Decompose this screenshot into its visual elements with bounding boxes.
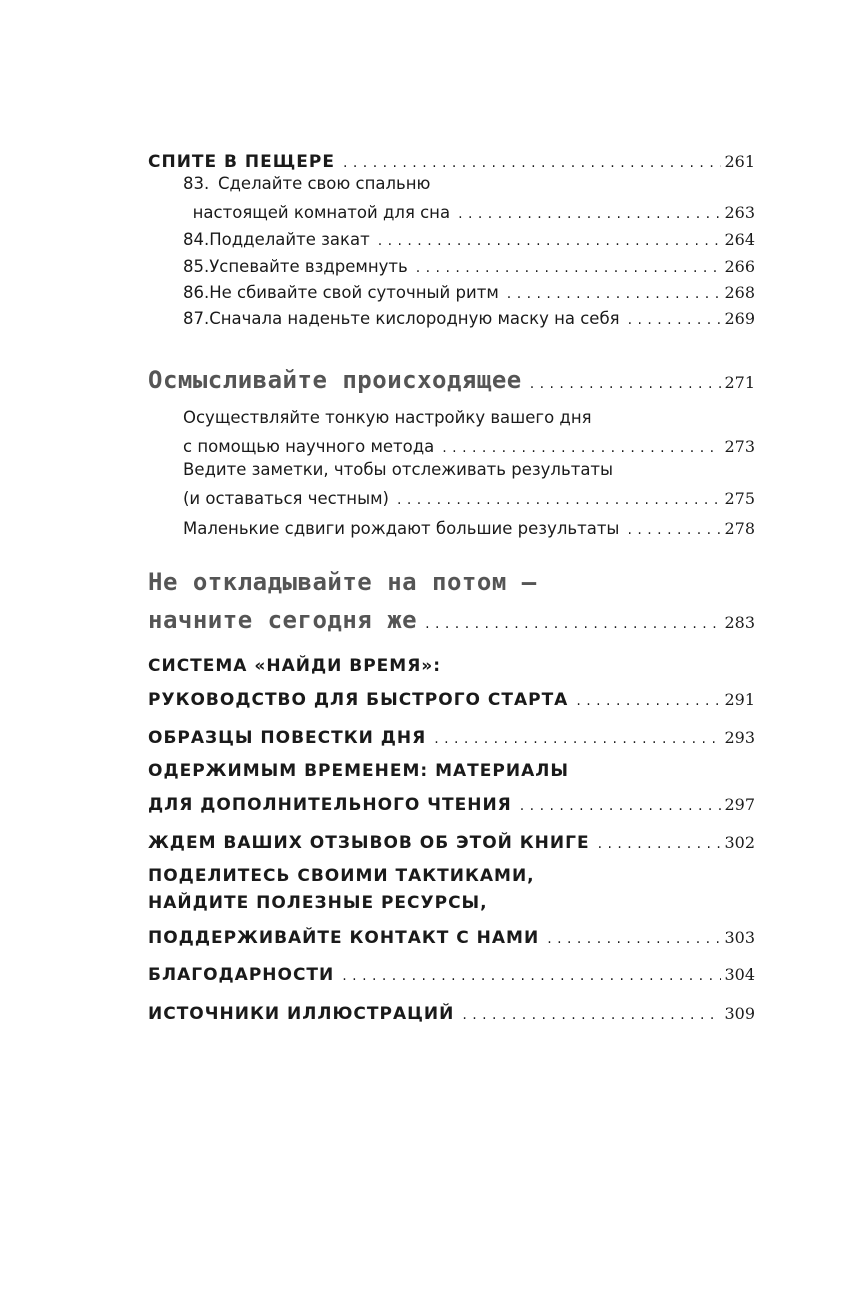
page-number: 278 xyxy=(724,519,755,538)
toc-subentry-scientific-method[interactable] xyxy=(183,408,755,456)
page-number: 275 xyxy=(724,489,755,508)
dot-leader xyxy=(343,155,721,171)
entry-title-line2: НАЙДИТЕ ПОЛЕЗНЫЕ РЕСУРСЫ, xyxy=(148,893,488,913)
page-number: 303 xyxy=(724,928,755,947)
dot-leader xyxy=(416,260,722,276)
dot-leader xyxy=(507,286,722,302)
section-title: Осмысливайте происходящее xyxy=(148,366,522,394)
toc-subentry-notes[interactable] xyxy=(183,460,755,508)
toc-section-sleep[interactable] xyxy=(148,146,755,172)
entry-title: ЖДЕМ ВАШИХ ОТЗЫВОВ ОБ ЭТОЙ КНИГЕ xyxy=(148,833,590,853)
toc-appendix-share-tactics[interactable] xyxy=(148,866,755,948)
entry-title-line1: ОДЕРЖИМЫМ ВРЕМЕНЕМ: МАТЕРИАЛЫ xyxy=(148,761,569,781)
dot-leader xyxy=(576,693,721,709)
toc-appendix-agenda-samples[interactable] xyxy=(148,722,755,748)
dot-leader xyxy=(462,1007,721,1023)
item-number: 83. xyxy=(183,174,210,193)
page-number: 266 xyxy=(724,257,755,276)
page-number: 293 xyxy=(724,728,755,747)
item-title-line1: Сделайте свою спальню xyxy=(218,174,431,193)
item-number: 86. xyxy=(183,283,210,302)
dot-leader xyxy=(378,233,722,249)
toc-appendix-acknowledgements[interactable] xyxy=(148,959,755,985)
page-number: 302 xyxy=(724,833,755,852)
toc-item-86[interactable] xyxy=(183,276,755,302)
dot-leader xyxy=(434,731,721,747)
item-title: Успевайте вздремнуть xyxy=(209,257,408,276)
item-number: 84. xyxy=(183,230,210,249)
page-number: 291 xyxy=(724,690,755,709)
dot-leader xyxy=(425,616,721,632)
section-title-line1: Не откладывайте на потом – xyxy=(148,568,537,596)
page-number: 263 xyxy=(724,203,755,222)
toc-appendix-illustration-sources[interactable] xyxy=(148,998,755,1024)
entry-title-line1: Осуществляйте тонкую настройку вашего дня xyxy=(183,408,592,427)
dot-leader xyxy=(342,968,721,984)
item-title: Сначала наденьте кислородную маску на себя xyxy=(209,309,620,328)
toc-appendix-further-reading[interactable] xyxy=(148,761,755,815)
toc-section-reflect[interactable] xyxy=(148,360,755,394)
entry-title-line2: (и оставаться честным) xyxy=(183,489,389,508)
toc-section-start-today[interactable] xyxy=(148,568,755,634)
toc-item-87[interactable] xyxy=(183,302,755,328)
page-number: 297 xyxy=(724,795,755,814)
toc-item-84[interactable] xyxy=(183,223,755,249)
dot-leader xyxy=(627,522,721,538)
toc-appendix-feedback[interactable] xyxy=(148,827,755,853)
item-title: Не сбивайте свой суточный ритм xyxy=(209,283,499,302)
entry-title: ИСТОЧНИКИ ИЛЛЮСТРАЦИЙ xyxy=(148,1004,455,1024)
dot-leader xyxy=(442,440,721,456)
entry-title: Маленькие сдвиги рождают большие результаты xyxy=(183,519,620,538)
dot-leader xyxy=(598,836,722,852)
page-number: 273 xyxy=(724,437,755,456)
dot-leader xyxy=(397,492,721,508)
page-number: 269 xyxy=(724,309,755,328)
section-title-line2: начните сегодня же xyxy=(148,606,418,634)
page-number: 268 xyxy=(724,283,755,302)
entry-title-line3: ПОДДЕРЖИВАЙТЕ КОНТАКТ С НАМИ xyxy=(148,928,540,948)
item-title: Подделайте закат xyxy=(209,230,370,249)
page-number: 264 xyxy=(724,230,755,249)
page-number: 304 xyxy=(724,965,755,984)
entry-title-line2: с помощью научного метода xyxy=(183,437,435,456)
toc-subentry-small-shifts[interactable] xyxy=(183,512,755,538)
entry-title-line2: РУКОВОДСТВО ДЛЯ БЫСТРОГО СТАРТА xyxy=(148,690,569,710)
dot-leader xyxy=(628,312,722,328)
entry-title-line1: Ведите заметки, чтобы отслеживать результаты xyxy=(183,460,614,479)
entry-title: ОБРАЗЦЫ ПОВЕСТКИ ДНЯ xyxy=(148,728,427,748)
page-number: 283 xyxy=(724,613,755,632)
toc-appendix-quick-start[interactable] xyxy=(148,656,755,710)
entry-title-line2: ДЛЯ ДОПОЛНИТЕЛЬНОГО ЧТЕНИЯ xyxy=(148,795,512,815)
toc-item-85[interactable] xyxy=(183,250,755,276)
dot-leader xyxy=(547,931,721,947)
dot-leader xyxy=(530,376,722,392)
entry-title-line1: СИСТЕМА «НАЙДИ ВРЕМЯ»: xyxy=(148,656,442,676)
item-title-line2: настоящей комнатой для сна xyxy=(192,203,451,222)
item-number: 87. xyxy=(183,309,210,328)
page-number: 261 xyxy=(724,152,755,171)
entry-title: БЛАГОДАРНОСТИ xyxy=(148,965,335,985)
page-number: 271 xyxy=(724,373,755,392)
toc-item-83[interactable] xyxy=(183,174,755,222)
section-title: СПИТЕ В ПЕЩЕРЕ xyxy=(148,152,335,172)
dot-leader xyxy=(520,798,722,814)
dot-leader xyxy=(458,206,721,222)
page-number: 309 xyxy=(724,1004,755,1023)
item-number: 85. xyxy=(183,257,210,276)
entry-title-line1: ПОДЕЛИТЕСЬ СВОИМИ ТАКТИКАМИ, xyxy=(148,866,535,886)
